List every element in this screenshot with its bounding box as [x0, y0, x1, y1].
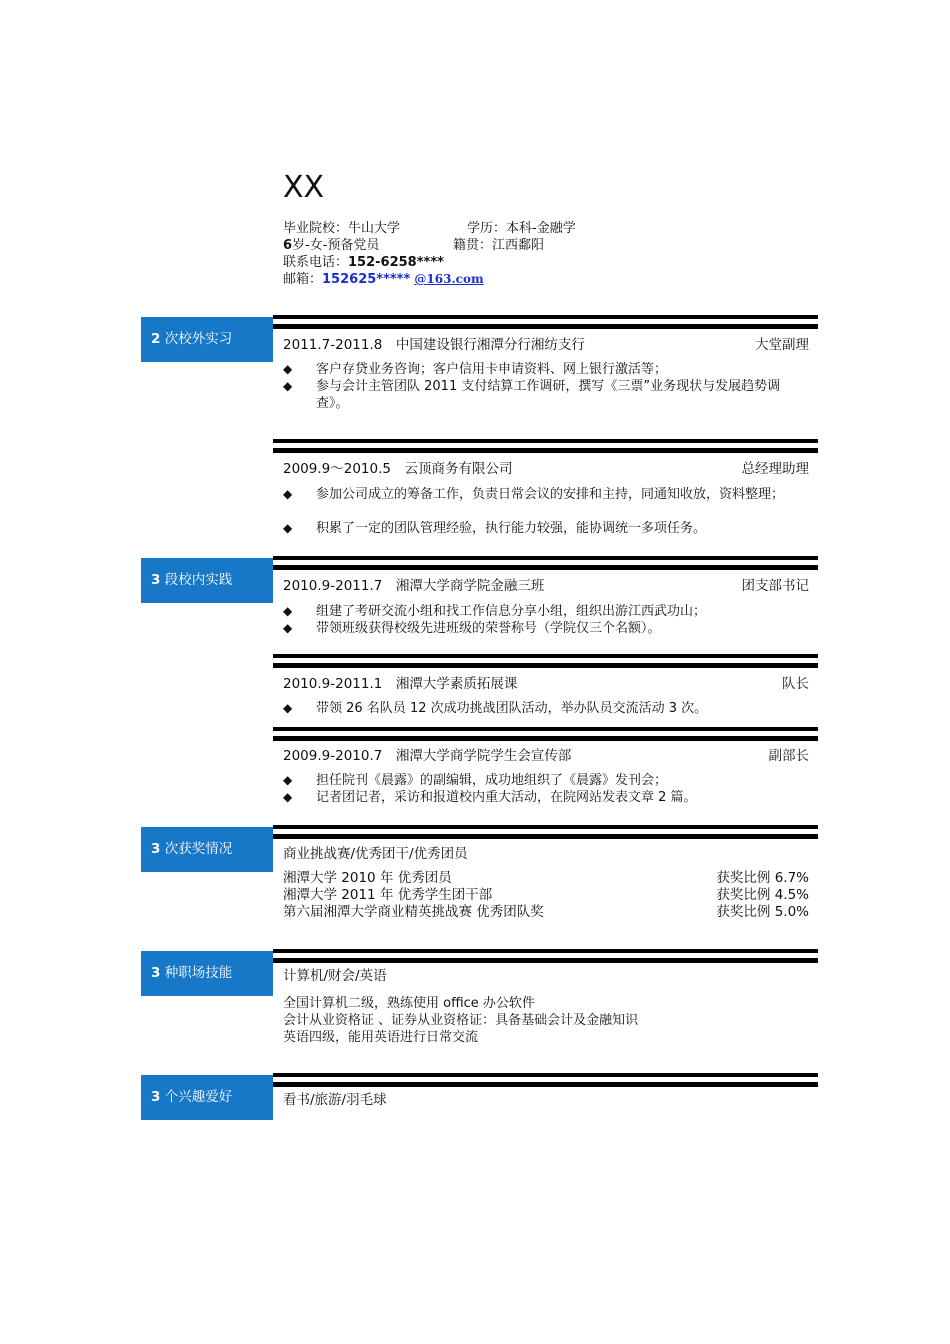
list-item: ◆ 记者团记者，采访和报道校内重大活动，在院网站发表文章 2 篇。: [283, 790, 697, 805]
entry-date-org: 2010.9-2011.1 湘潭大学素质拓展课: [283, 676, 518, 692]
divider-bar: [273, 736, 818, 741]
divider-bar: [273, 324, 818, 329]
divider-bar: [273, 654, 818, 658]
award-row: 湘潭大学 2010 年 优秀团员 获奖比例 6.7%: [283, 870, 809, 886]
section-tag-campus: 3 段校内实践: [141, 558, 273, 603]
school: 毕业院校：牛山大学: [283, 221, 401, 236]
diamond-bullet-icon: ◆: [283, 379, 293, 393]
diamond-bullet-icon: ◆: [283, 521, 293, 535]
education: 学历：本科-金融学: [467, 221, 576, 236]
list-item: ◆ 参与会计主管团队 2011 支付结算工作调研，撰写《三票”业务现状与发展趋势调查》。: [283, 379, 781, 411]
entry-header: [283, 574, 809, 594]
age-gender-party: 岁-女-预备党员: [292, 238, 380, 253]
section-tag-skills: 3 种职场技能: [141, 951, 273, 996]
divider-bar: [273, 556, 818, 560]
entry-date-org: 2011.7-2011.8 中国建设银行湘潭分行湘纺支行: [283, 337, 585, 353]
entry-date-org: 2009.9-2010.7 湘潭大学商学院学生会宣传部: [283, 748, 572, 764]
age-number: 6: [283, 238, 293, 253]
email-local[interactable]: 152625*****: [322, 272, 411, 287]
entry-role: 副部长: [768, 748, 809, 764]
skills-summary: 计算机/财会/英语: [283, 968, 387, 984]
entry-role: 总经理助理: [741, 461, 809, 477]
email-label: 邮箱：: [283, 272, 323, 287]
entry-header: [283, 457, 809, 477]
divider-bar: [273, 315, 818, 319]
award-row: 湘潭大学 2011 年 优秀学生团干部 获奖比例 4.5%: [283, 887, 809, 903]
hometown: 籍贯：江西鄱阳: [453, 238, 545, 253]
awards-summary: 商业挑战赛/优秀团干/优秀团员: [283, 846, 468, 862]
entry-role: 团支部书记: [741, 578, 809, 594]
divider-bar: [273, 439, 818, 443]
list-item: ◆ 担任院刊《晨露》的副编辑，成功地组织了《晨露》发刊会；: [283, 773, 668, 788]
list-item: ◆ 积累了一定的团队管理经验，执行能力较强，能协调统一多项任务。: [283, 521, 707, 536]
list-item: ◆ 参加公司成立的筹备工作，负责日常会议的安排和主持，同通知收放，资料整理；: [283, 487, 785, 502]
list-item: ◆ 带领班级获得校级先进班级的荣誉称号（学院仅三个名额）。: [283, 621, 661, 636]
diamond-bullet-icon: ◆: [283, 604, 293, 618]
diamond-bullet-icon: ◆: [283, 773, 293, 787]
divider-bar: [273, 663, 818, 668]
list-item: ◆ 组建了考研交流小组和找工作信息分享小组，组织出游江西武功山；: [283, 604, 707, 619]
divider-bar: [273, 565, 818, 570]
entry-header: [283, 333, 809, 353]
entry-role: 大堂副理: [755, 337, 809, 353]
resume-name: XX: [283, 170, 325, 205]
section-tag-hobbies: 3 个兴趣爱好: [141, 1075, 273, 1120]
divider-bar: [273, 949, 818, 953]
divider-bar: [273, 958, 818, 963]
entry-role: 队长: [782, 676, 809, 692]
entry-header: [283, 672, 809, 692]
email-domain[interactable]: @163.com: [414, 272, 484, 286]
list-item: ◆ 带领 26 名队员 12 次成功挑战团队活动，举办队员交流活动 3 次。: [283, 701, 708, 716]
divider-bar: [273, 448, 818, 453]
diamond-bullet-icon: ◆: [283, 362, 293, 376]
divider-bar: [273, 834, 818, 839]
section-tag-internship: 2 次校外实习: [141, 317, 273, 362]
skill-line: 会计从业资格证 、证券从业资格证：具备基础会计及金融知识: [283, 1013, 639, 1028]
list-item: ◆ 客户存贷业务咨询；客户信用卡申请资料、网上银行激活等；: [283, 362, 668, 377]
entry-date-org: 2010.9-2011.7 湘潭大学商学院金融三班: [283, 578, 545, 594]
divider-bar: [273, 825, 818, 829]
diamond-bullet-icon: ◆: [283, 701, 293, 715]
award-row: 第六届湘潭大学商业精英挑战赛 优秀团队奖 获奖比例 5.0%: [283, 904, 809, 920]
section-tag-awards: 3 次获奖情况: [141, 827, 273, 872]
diamond-bullet-icon: ◆: [283, 621, 293, 635]
phone-value: 152-6258****: [348, 255, 444, 270]
diamond-bullet-icon: ◆: [283, 487, 293, 501]
school-line: [283, 220, 576, 237]
phone-label: 联系电话：: [283, 255, 349, 270]
entry-date-org: 2009.9～2010.5 云顶商务有限公司: [283, 461, 513, 477]
email-line: [283, 271, 484, 288]
personal-line: [283, 237, 545, 254]
skill-line: 全国计算机二级，熟练使用 office 办公软件: [283, 996, 535, 1011]
skill-line: 英语四级，能用英语进行日常交流: [283, 1030, 479, 1045]
hobbies-summary: 看书/旅游/羽毛球: [283, 1092, 387, 1108]
divider-bar: [273, 727, 818, 731]
diamond-bullet-icon: ◆: [283, 790, 293, 804]
divider-bar: [273, 1082, 818, 1087]
entry-header: [283, 744, 809, 764]
phone-line: [283, 254, 444, 271]
divider-bar: [273, 1073, 818, 1077]
